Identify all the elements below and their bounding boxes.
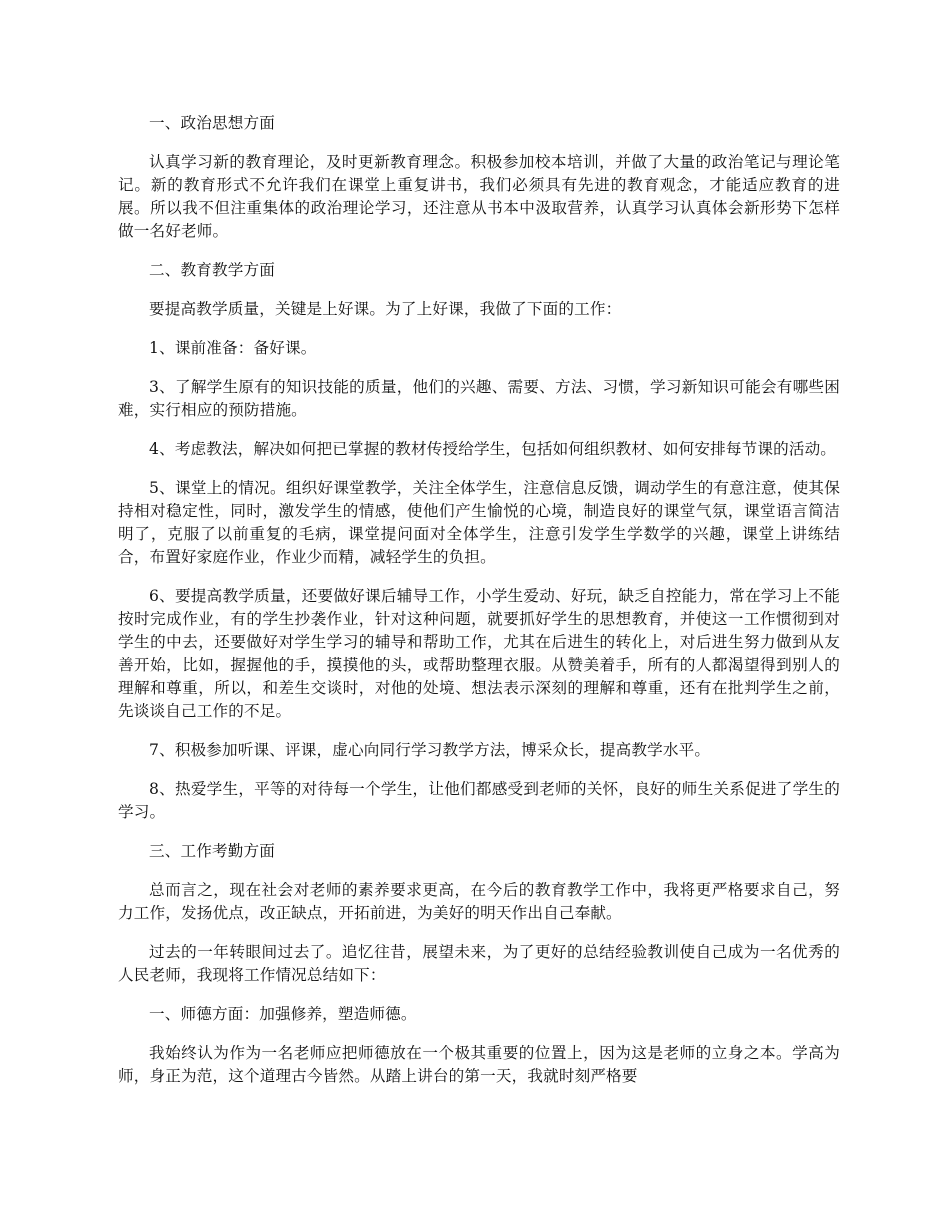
list-item-6: 6、要提高教学质量，还要做好课后辅导工作，小学生爱动、好玩，缺乏自控能力，常在学习上不能按时完成作业，有的学生抄袭作业，针对这种问题，就要抓好学生的思想教育，并使这一工作惯彻到对学生的中去，还要做好对学生学习的辅导和帮助工作，尤其在后进生的转化上，对后进生努力做到从友善开始，比如，握握他的手，摸摸他的头，或帮助整理衣服。从赞美着手，所有的人都渴望得到别人的理解和尊重，所以，和差生交谈时，对他的处境、想法表示深刻的理解和尊重，还有在批判学生之前，先谈谈自己工作的不足。: [118, 587, 840, 720]
section-heading-teaching: 二、教育教学方面: [149, 261, 275, 279]
list-item-8: 8、热爱学生，平等的对待每一个学生，让他们都感受到老师的关怀，良好的师生关系促进了学生的学习。: [118, 780, 840, 821]
list-item-5: 5、课堂上的情况。组织好课堂教学，关注全体学生，注意信息反馈，调动学生的有意注意，使其保持相对稳定性，同时，激发学生的情感，使他们产生愉悦的心境，制造良好的课堂气氛，课堂语言简洁明了，克服了以前重复的毛病，课堂提问面对全体学生，注意引发学生学数学的兴趣，课堂上讲练结合，布置好家庭作业，作业少而精，减轻学生的负担。: [118, 479, 840, 566]
section-heading-ethics: 一、师德方面：加强修养，塑造师德。: [149, 1005, 417, 1023]
paragraph-ethics: 我始终认为作为一名老师应把师德放在一个极其重要的位置上，因为这是老师的立身之本。学高为师，身正为范，这个道理古今皆然。从踏上讲台的第一天，我就时刻严格要: [118, 1044, 840, 1085]
paragraph-year-review: 过去的一年转眼间过去了。追忆往昔，展望未来，为了更好的总结经验教训使自己成为一名优秀的人民老师，我现将工作情况总结如下：: [118, 943, 840, 984]
section-heading-attendance: 三、工作考勤方面: [149, 842, 275, 860]
paragraph-summary: 总而言之，现在社会对老师的素养要求更高，在今后的教育教学工作中，我将更严格要求自己，努力工作，发扬优点，改正缺点，开拓前进，为美好的明天作出自己奉献。: [118, 881, 840, 922]
list-item-4: 4、考虑教法，解决如何把已掌握的教材传授给学生，包括如何组织教材、如何安排每节课的活动。: [149, 440, 837, 458]
document-body: [118, 112, 840, 1104]
list-item-7: 7、积极参加听课、评课，虚心向同行学习教学方法，博采众长，提高教学水平。: [149, 741, 711, 759]
section-heading-politics: 一、政治思想方面: [149, 114, 275, 132]
list-item-1: 1、课前准备：备好课。: [149, 339, 317, 357]
list-item-3: 3、了解学生原有的知识技能的质量，他们的兴趣、需要、方法、习惯，学习新知识可能会有哪些困难，实行相应的预防措施。: [118, 378, 840, 419]
paragraph-politics-study: 认真学习新的教育理论，及时更新教育理念。积极参加校本培训，并做了大量的政治笔记与理论笔记。新的教育形式不允许我们在课堂上重复讲书，我们必须具有先进的教育观念，才能适应教育的进展。所以我不但注重集体的政治理论学习，还注意从书本中汲取营养，认真学习认真体会新形势下怎样做一名好老师。: [118, 153, 840, 240]
paragraph-teaching-intro: 要提高教学质量，关键是上好课。为了上好课，我做了下面的工作：: [149, 300, 622, 318]
